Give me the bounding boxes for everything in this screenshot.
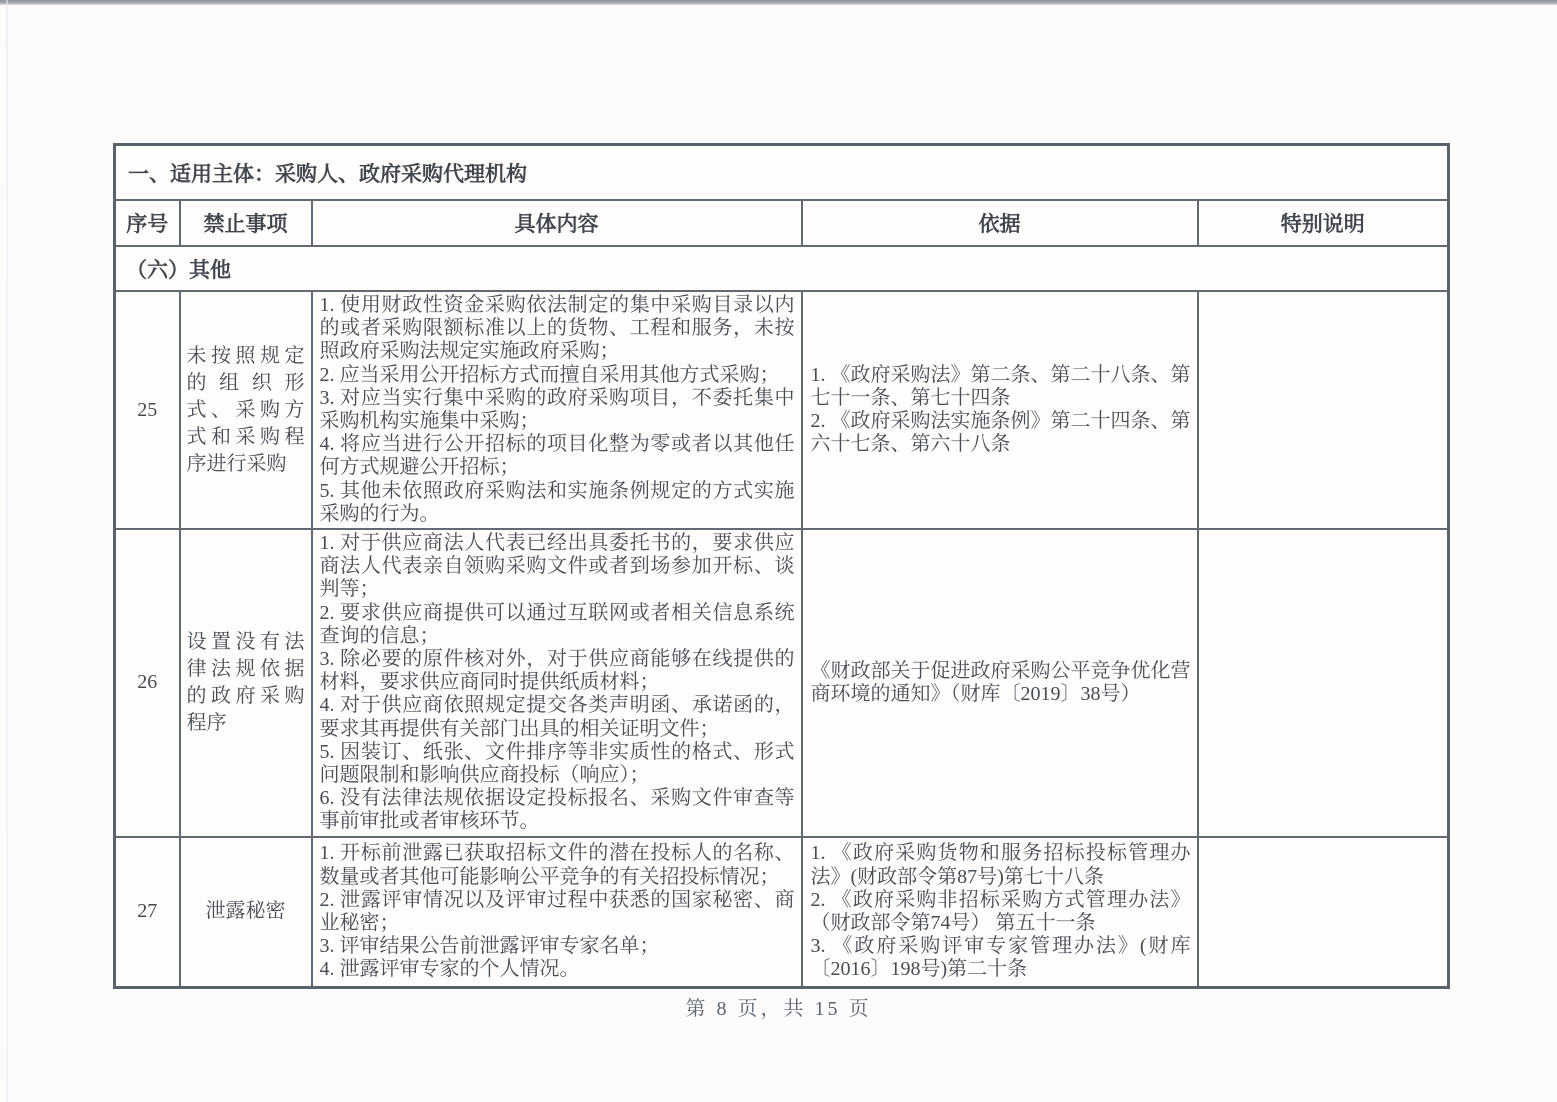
basis-item: 1. 《政府采购货物和服务招标投标管理办法》(财政部令第87号)第七十八条 bbox=[810, 842, 1191, 888]
table-header-row bbox=[115, 200, 1449, 246]
section-header-row bbox=[115, 246, 1449, 291]
page-number-footer: 第 8 页，共 15 页 bbox=[685, 998, 872, 1020]
column-header-note: 特别说明 bbox=[1198, 200, 1449, 246]
content-item: 4. 泄露评审专家的个人情况。 bbox=[319, 958, 580, 981]
basis-item: 3. 《政府采购评审专家管理办法》(财库〔2016〕198号)第二十条 bbox=[810, 935, 1191, 981]
content-item: 6. 没有法律法规依据设定投标报名、采购文件审查等事前审批或者审核环节。 bbox=[319, 787, 795, 833]
content-item: 5. 因装订、纸张、文件排序等非实质性的格式、形式问题限制和影响供应商投标（响应）； bbox=[319, 740, 795, 787]
table-row bbox=[115, 837, 1449, 988]
content-item: 1. 对于供应商法人代表已经出具委托书的，要求供应商法人代表亲自领购采购文件或者到场参加开标、谈判等； bbox=[319, 532, 795, 601]
seq-cell: 25 bbox=[115, 291, 180, 529]
item-cell: 泄露秘密 bbox=[180, 837, 312, 988]
content-item: 1. 开标前泄露已获取招标文件的潜在投标人的名称、数量或者其他可能影响公平竞争的有关招投标情况； bbox=[319, 842, 795, 888]
content-item: 2. 要求供应商提供可以通过互联网或者相关信息系统查询的信息； bbox=[319, 601, 795, 647]
seq-cell: 27 bbox=[115, 837, 180, 988]
content-cell bbox=[312, 291, 802, 529]
content-cell bbox=[312, 837, 802, 988]
prohibition-table bbox=[113, 143, 1450, 989]
note-cell bbox=[1198, 529, 1449, 837]
table-row bbox=[115, 529, 1449, 837]
table-row bbox=[115, 291, 1449, 529]
item-cell: 设置没有法律法规依据的政府采购程序 bbox=[180, 529, 312, 837]
scan-artifact-top-edge bbox=[0, 0, 1557, 5]
column-header-item: 禁止事项 bbox=[180, 200, 312, 246]
content-item: 3. 评审结果公告前泄露评审专家名单； bbox=[319, 935, 660, 958]
note-cell bbox=[1198, 291, 1449, 529]
column-header-content: 具体内容 bbox=[312, 200, 802, 246]
content-item: 4. 对于供应商依照规定提交各类声明函、承诺函的，要求其再提供有关部门出具的相关证明文件； bbox=[319, 694, 795, 740]
content-item: 4. 将应当进行公开招标的项目化整为零或者以其他任何方式规避公开招标； bbox=[319, 433, 795, 479]
basis-item: 2. 《政府采购非招标采购方式管理办法》（财政部令第74号） 第五十一条 bbox=[810, 888, 1191, 934]
seq-cell: 26 bbox=[115, 529, 180, 837]
basis-cell bbox=[802, 837, 1198, 988]
basis-cell bbox=[802, 529, 1198, 837]
table-title-row bbox=[115, 145, 1449, 201]
basis-item: 1. 《政府采购法》第二条、第二十八条、第七十一条、第七十四条 bbox=[810, 363, 1191, 409]
scan-artifact-left-edge bbox=[6, 0, 8, 1102]
column-header-seq: 序号 bbox=[115, 200, 180, 246]
content-item: 2. 泄露评审情况以及评审过程中获悉的国家秘密、商业秘密； bbox=[319, 888, 795, 934]
table-title: 一、适用主体：采购人、政府采购代理机构 bbox=[115, 145, 1449, 201]
basis-cell bbox=[802, 291, 1198, 529]
content-cell bbox=[312, 529, 802, 837]
basis-item: 《财政部关于促进政府采购公平竞争优化营商环境的通知》（财库〔2019〕38号） bbox=[810, 659, 1191, 705]
column-header-basis: 依据 bbox=[802, 200, 1198, 246]
section-header: （六）其他 bbox=[115, 246, 1449, 291]
content-item: 3. 除必要的原件核对外，对于供应商能够在线提供的材料，要求供应商同时提供纸质材料； bbox=[319, 648, 795, 694]
content-item: 2. 应当采用公开招标方式而擅自采用其他方式采购； bbox=[319, 363, 780, 386]
basis-item: 2. 《政府采购法实施条例》第二十四条、第六十七条、第六十八条 bbox=[810, 410, 1191, 456]
item-cell: 未按照规定的组织形式、采购方式和采购程序进行采购 bbox=[180, 291, 312, 529]
content-item: 5. 其他未依照政府采购法和实施条例规定的方式实施采购的行为。 bbox=[319, 479, 795, 525]
note-cell bbox=[1198, 837, 1449, 988]
content-item: 3. 对应当实行集中采购的政府采购项目，不委托集中采购机构实施集中采购； bbox=[319, 386, 795, 433]
content-item: 1. 使用财政性资金采购依法制定的集中采购目录以内的或者采购限额标准以上的货物、工程和服务，未按照政府采购法规定实施政府采购； bbox=[319, 294, 795, 363]
